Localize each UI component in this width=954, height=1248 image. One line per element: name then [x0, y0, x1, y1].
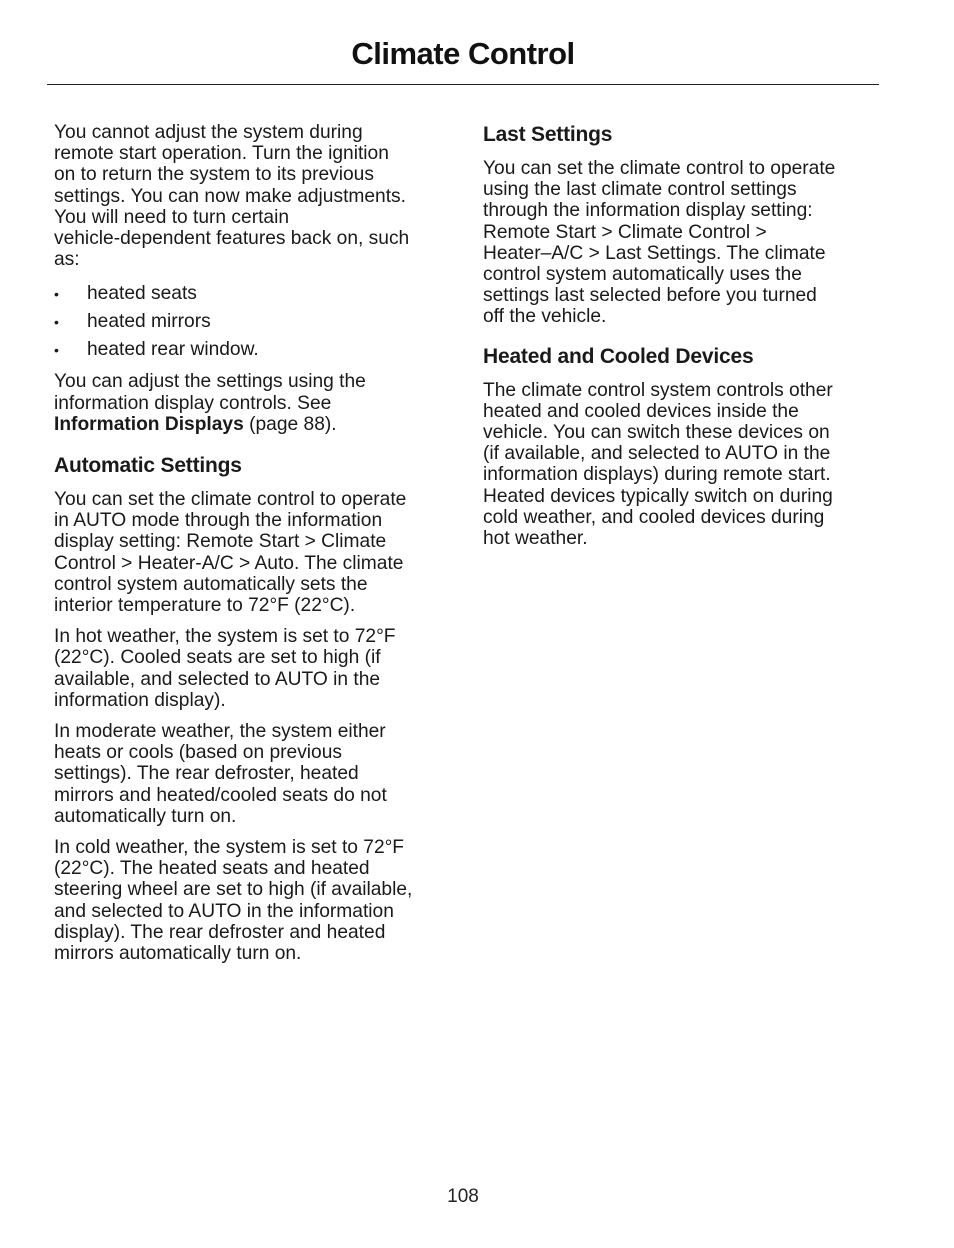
page-number: 108 — [447, 1186, 479, 1207]
cold-weather-paragraph — [54, 837, 450, 964]
right-column — [483, 122, 879, 559]
intro-paragraph — [54, 122, 450, 270]
text-line: (22°C). Cooled seats are set to high (if — [54, 647, 381, 669]
text-line: (22°C). The heated seats and heated — [54, 858, 370, 880]
list-item — [54, 336, 450, 364]
text-line: off the vehicle. — [483, 306, 607, 328]
text-line: automatically turn on. — [54, 805, 237, 827]
list-item — [54, 308, 450, 336]
text-line: In hot weather, the system is set to 72°F — [54, 626, 396, 648]
text-line: information display). — [54, 689, 226, 711]
feature-list — [54, 280, 450, 364]
text-line: interior temperature to 72°F (22°C). — [54, 595, 356, 617]
text-line: mirrors and heated/cooled seats do not — [54, 784, 387, 806]
list-item-text: heated seats — [87, 283, 197, 305]
text-line: as: — [54, 249, 80, 271]
automatic-settings-heading: Automatic Settings — [54, 454, 242, 478]
text-line: settings). The rear defroster, heated — [54, 763, 359, 785]
text-line: The climate control system controls other — [483, 379, 833, 401]
text-line: Control > Heater-A/C > Auto. The climate — [54, 552, 404, 574]
adjust-paragraph — [54, 371, 450, 435]
text-line: vehicle-dependent features back on, such — [54, 228, 410, 250]
text-line: mirrors automatically turn on. — [54, 943, 302, 965]
text-line: on to return the system to its previous — [54, 164, 374, 186]
page-reference: (page 88). — [243, 413, 337, 435]
last-settings-heading: Last Settings — [483, 123, 613, 146]
hot-weather-paragraph — [54, 626, 450, 711]
text-line: information display controls. See — [54, 392, 332, 414]
text-line: You can adjust the settings using the — [54, 371, 366, 393]
text-line: You can set the climate control to operate — [483, 158, 836, 179]
text-line: in AUTO mode through the information — [54, 510, 383, 532]
text-line: Remote Start > Climate Control > — [483, 221, 767, 243]
page-title: Climate Control — [351, 36, 575, 71]
text-line: You cannot adjust the system during — [54, 122, 363, 143]
text-line: heated and cooled devices inside the — [483, 400, 799, 422]
text-line: and selected to AUTO in the information — [54, 900, 394, 922]
text-line: settings. You can now make adjustments. — [54, 185, 406, 207]
moderate-weather-paragraph — [54, 721, 450, 827]
text-line: display setting: Remote Start > Climate — [54, 531, 387, 553]
text-line: through the information display setting: — [483, 200, 813, 222]
text-line: hot weather. — [483, 528, 588, 550]
title-divider — [47, 84, 879, 85]
text-line: You will need to turn certain — [54, 206, 290, 228]
text-line: Heater–A/C > Last Settings. The climate — [483, 242, 826, 264]
text-line: steering wheel are set to high (if available, — [54, 879, 413, 901]
text-line: information displays) during remote start. — [483, 464, 831, 486]
text-line: control system automatically sets the — [54, 573, 368, 595]
list-item-text: heated rear window. — [87, 339, 259, 361]
text-line: In cold weather, the system is set to 72°F — [54, 837, 405, 859]
list-item-text: heated mirrors — [87, 311, 211, 333]
text-line: using the last climate control settings — [483, 179, 797, 201]
bullet-icon: • — [54, 286, 59, 303]
text-line: (if available, and selected to AUTO in the — [483, 443, 831, 465]
text-line: available, and selected to AUTO in the — [54, 668, 381, 690]
information-displays-link[interactable]: Information Displays — [54, 413, 244, 435]
heated-cooled-devices-heading: Heated and Cooled Devices — [483, 344, 754, 368]
text-line: remote start operation. Turn the ignition — [54, 143, 389, 165]
text-line: In moderate weather, the system either — [54, 721, 386, 743]
left-column — [54, 122, 450, 974]
heated-cooled-paragraph — [483, 380, 879, 550]
text-line: heats or cools (based on previous — [54, 742, 342, 764]
text-line: You can set the climate control to operate — [54, 489, 407, 511]
text-line: settings last selected before you turned — [483, 285, 817, 307]
list-item — [54, 280, 450, 308]
bullet-icon: • — [54, 342, 59, 359]
text-line: cold weather, and cooled devices during — [483, 506, 825, 528]
text-line: Heated devices typically switch on during — [483, 485, 833, 507]
text-line: control system automatically uses the — [483, 264, 802, 286]
bullet-icon: • — [54, 314, 59, 331]
text-line: vehicle. You can switch these devices on — [483, 422, 830, 444]
text-line: display). The rear defroster and heated — [54, 921, 386, 943]
last-settings-paragraph — [483, 158, 879, 328]
automatic-paragraph — [54, 489, 450, 616]
